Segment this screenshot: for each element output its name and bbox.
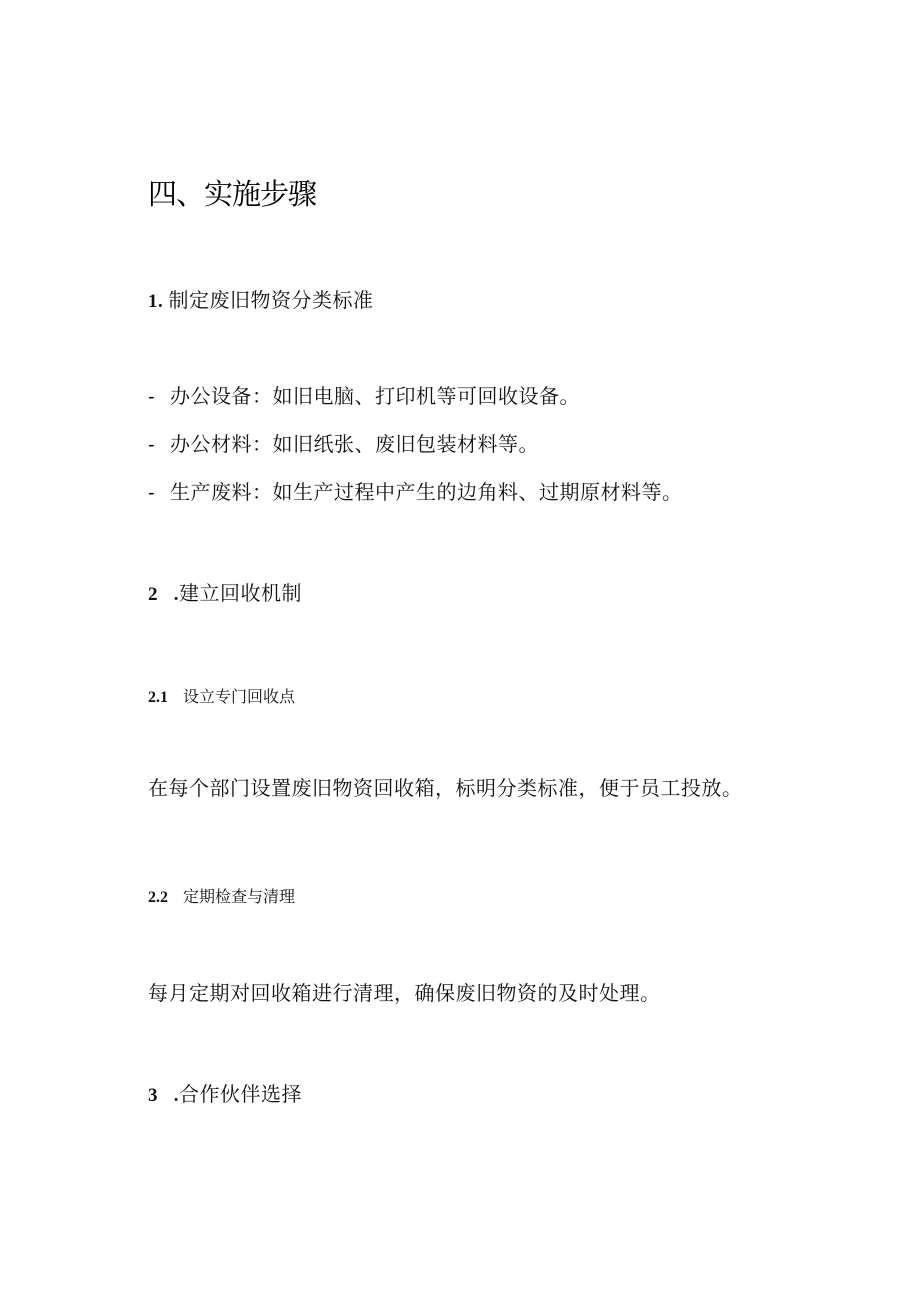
bullet-text: 办公设备：如旧电脑、打印机等可回收设备。 (170, 384, 580, 408)
subsection-2-2-title: 定期检查与清理 (183, 887, 296, 906)
bullet-item (148, 380, 580, 409)
section-3-number: 3 (148, 1085, 158, 1106)
bullet-dash: - (148, 434, 156, 456)
section-3-heading (148, 1078, 302, 1107)
subsection-2-1-heading (148, 684, 295, 707)
section-1-number: 1 (148, 291, 158, 312)
bullet-item (148, 428, 539, 457)
section-2-number: 2 (148, 584, 158, 605)
bullet-text: 生产废料：如生产过程中产生的边角料、过期原材料等。 (170, 480, 683, 504)
subsection-2-1-number: 2.1 (148, 689, 168, 706)
section-3-separator: . (158, 1085, 179, 1106)
bullet-dash: - (148, 386, 156, 408)
subsection-2-2-body: 每月定期对回收箱进行清理，确保废旧物资的及时处理。 (148, 981, 661, 1005)
section-3-title: 合作伙伴选择 (179, 1082, 302, 1106)
subsection-2-1-body: 在每个部门设置废旧物资回收箱，标明分类标准，便于员工投放。 (148, 776, 743, 800)
section-1-heading (148, 284, 374, 313)
section-2-title: 建立回收机制 (179, 581, 302, 605)
bullet-text: 办公材料：如旧纸张、废旧包装材料等。 (170, 432, 539, 456)
section-1-separator: . (158, 291, 169, 312)
section-2-separator: . (158, 584, 179, 605)
bullet-dash: - (148, 482, 156, 504)
bullet-item (148, 476, 683, 505)
subsection-2-1-title: 设立专门回收点 (183, 687, 296, 706)
section-2-heading (148, 577, 302, 606)
subsection-2-2-heading (148, 884, 295, 907)
section-heading: 四、实施步骤 (148, 177, 317, 211)
section-1-title: 制定废旧物资分类标准 (168, 288, 374, 312)
subsection-2-2-number: 2.2 (148, 889, 168, 906)
